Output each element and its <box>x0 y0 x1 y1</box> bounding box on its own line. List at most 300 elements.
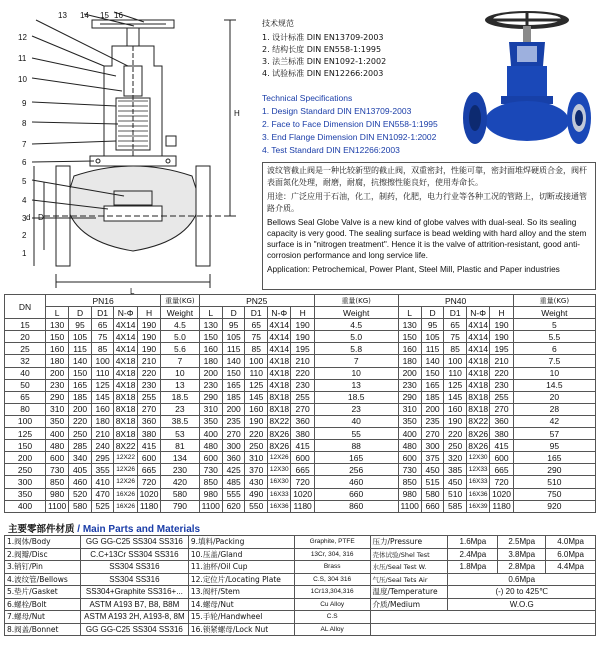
table-cell: 65 <box>245 319 268 331</box>
table-cell: 730 <box>46 464 69 476</box>
callout-7: 7 <box>22 140 27 149</box>
table-row <box>5 343 596 355</box>
table-cell: 16X30 <box>268 476 291 488</box>
table-cell: 160 <box>91 403 114 415</box>
separator: / <box>225 574 228 584</box>
table-cell: 310 <box>398 403 421 415</box>
table-cell: 20 <box>513 391 595 403</box>
table-cell: 515 <box>421 476 444 488</box>
part-name-en: Lock Nut <box>235 624 269 634</box>
table-cell: 7 <box>161 355 199 367</box>
sub-header-col: D <box>222 307 245 319</box>
table-cell: 230 <box>398 379 421 391</box>
table-cell: 100 <box>245 355 268 367</box>
table-cell: 160 <box>46 343 69 355</box>
parts-row <box>5 586 596 599</box>
table-cell: 255 <box>291 391 314 403</box>
sub-header-weight: Weight <box>161 307 199 319</box>
table-cell: 4X14 <box>269 343 290 354</box>
dn-cell: 200 <box>5 452 46 464</box>
valve-product-photo <box>457 6 597 156</box>
dn-cell: 400 <box>5 500 46 512</box>
table-cell: 53 <box>161 428 199 440</box>
specs-english <box>262 92 462 157</box>
table-cell: 8X22 <box>269 416 290 427</box>
table-row <box>5 379 596 391</box>
table-cell: 4X18 <box>468 356 489 367</box>
table-cell: 550 <box>245 500 268 512</box>
table-cell: 380 <box>291 428 314 440</box>
separator: / <box>217 587 221 597</box>
specs-en-title: Technical Specifications <box>262 93 353 103</box>
table-cell: 210 <box>137 355 160 367</box>
table-cell: 460 <box>314 476 398 488</box>
table-cell: 180 <box>398 355 421 367</box>
table-cell: 185 <box>69 391 92 403</box>
table-cell: 355 <box>91 464 114 476</box>
table-cell: 110 <box>91 367 114 379</box>
table-cell: 190 <box>490 331 513 343</box>
callout-11: 11 <box>18 54 27 63</box>
dn-cell: 250 <box>5 464 46 476</box>
table-cell: 190 <box>291 319 314 331</box>
sub-header-col: D1 <box>91 307 114 319</box>
temperature-label: 温度/Temperature <box>370 586 448 599</box>
table-cell: 600 <box>199 452 222 464</box>
table-row <box>5 488 596 500</box>
dim-label-H: H <box>234 109 240 118</box>
table-cell: 185 <box>222 391 245 403</box>
table-cell: 115 <box>421 343 444 355</box>
part-material-left: GG GG-C25 SS304 SS316 <box>80 536 188 549</box>
table-cell: 8X18 <box>269 404 290 415</box>
table-cell: 150 <box>69 367 92 379</box>
table-cell: 190 <box>291 331 314 343</box>
callout-14: 14 <box>80 11 89 20</box>
table-cell: 400 <box>398 428 421 440</box>
table-cell: 600 <box>490 452 513 464</box>
table-cell: 5.0 <box>314 331 398 343</box>
part-name-mid <box>188 586 294 599</box>
part-name-en: Disc <box>31 549 48 559</box>
table-cell: 16X36 <box>268 500 291 512</box>
table-cell: 600 <box>398 452 421 464</box>
table-cell: 134 <box>161 452 199 464</box>
text: 16. <box>190 624 203 634</box>
table-cell: 150 <box>199 331 222 343</box>
table-cell: 200 <box>398 367 421 379</box>
table-cell: 16X33 <box>268 488 291 500</box>
table-cell: 145 <box>245 391 268 403</box>
sub-header-col: H <box>137 307 160 319</box>
table-cell: 300 <box>421 440 444 452</box>
part-name-en: Gasket <box>31 587 58 597</box>
part-material-left: ASTM A193 2H, A193-8, 8M <box>80 611 188 624</box>
table-row <box>5 500 596 512</box>
table-cell: 660 <box>421 500 444 512</box>
sub-header-col: L <box>199 307 222 319</box>
table-cell: 1180 <box>137 500 160 512</box>
part-name-en: Packing <box>215 537 245 547</box>
table-cell: 8X18 <box>468 392 489 403</box>
table-cell: 195 <box>291 343 314 355</box>
part-material-mid: AL Alloy <box>294 623 370 636</box>
table-cell: 860 <box>314 500 398 512</box>
text: 13. <box>190 587 203 597</box>
part-material-left: SS304 SS316 <box>80 561 188 574</box>
table-cell: 200 <box>199 367 222 379</box>
table-cell: 415 <box>137 440 160 452</box>
table-cell: 310 <box>199 403 222 415</box>
table-cell: 380 <box>490 428 513 440</box>
table-cell: 8X18 <box>115 392 136 403</box>
table-cell: 400 <box>199 428 222 440</box>
table-cell: 980 <box>199 488 222 500</box>
table-cell: 270 <box>421 428 444 440</box>
part-material-mid: 13Cr, 304, 316 <box>294 548 370 561</box>
dn-cell: 125 <box>5 428 46 440</box>
table-cell: 375 <box>421 452 444 464</box>
table-cell: 16X26 <box>114 488 137 500</box>
table-cell: 14.5 <box>513 379 595 391</box>
table-cell: 12X30 <box>466 452 489 464</box>
callout-4: 4 <box>22 196 27 205</box>
table-cell: 12X26 <box>268 452 291 464</box>
parts-title-en: / Main Parts and Materials <box>77 524 201 535</box>
table-cell: 10 <box>314 367 398 379</box>
sub-header-col: N-Φ <box>466 307 489 319</box>
pressure-value: 2.5Mpa <box>498 536 546 549</box>
table-cell: 150 <box>46 331 69 343</box>
table-cell: 585 <box>444 500 467 512</box>
part-name-mid <box>188 561 294 574</box>
table-cell: 370 <box>245 464 268 476</box>
part-name-left <box>5 611 81 624</box>
table-cell: 40 <box>314 415 398 427</box>
part-name-mid <box>188 623 294 636</box>
table-cell: 270 <box>137 403 160 415</box>
callout-13: 13 <box>58 11 67 20</box>
dn-cell: 100 <box>5 415 46 427</box>
table-cell: 95 <box>69 319 92 331</box>
table-cell: 8X22 <box>115 440 136 451</box>
table-cell: 200 <box>69 403 92 415</box>
text: 垫片 <box>14 587 30 597</box>
table-cell: 1100 <box>46 500 69 512</box>
table-cell: 5.6 <box>161 343 199 355</box>
parts-row <box>5 536 596 549</box>
text: 阀瓣 <box>14 549 30 559</box>
table-cell: 130 <box>199 319 222 331</box>
table-cell: 160 <box>245 403 268 415</box>
table-cell: 665 <box>291 464 314 476</box>
table-cell: 720 <box>490 476 513 488</box>
table-row <box>5 391 596 403</box>
table-cell: 6 <box>513 343 595 355</box>
temperature-value: (-) 20 to 425℃ <box>448 586 596 599</box>
table-cell: 1020 <box>137 488 160 500</box>
dn-cell: 32 <box>5 355 46 367</box>
specs-cn-title: 技术规范 <box>262 19 294 28</box>
table-cell: 600 <box>137 452 160 464</box>
table-cell: 100 <box>444 355 467 367</box>
text: 螺栓 <box>14 599 30 609</box>
sub-header-col: L <box>46 307 69 319</box>
table-cell: 295 <box>91 452 114 464</box>
table-cell: 8X18 <box>269 392 290 403</box>
dn-header: DN <box>5 295 46 319</box>
table-cell: 490 <box>245 488 268 500</box>
table-cell: 450 <box>444 476 467 488</box>
sub-header-weight: Weight <box>314 307 398 319</box>
table-cell: 510 <box>444 488 467 500</box>
table-cell: 190 <box>444 415 467 427</box>
separator: / <box>29 537 32 547</box>
specs-en-item: 2. Face to Face Dimension DIN EN558-1:1995 <box>262 119 438 129</box>
table-cell: 580 <box>69 500 92 512</box>
table-cell: 165 <box>421 379 444 391</box>
table-cell: 525 <box>91 500 114 512</box>
dim-label-d: d <box>26 213 31 222</box>
text: 9. <box>190 537 199 547</box>
table-cell: 360 <box>291 415 314 427</box>
separator: / <box>29 587 32 597</box>
part-name-en: Bolt <box>31 599 47 609</box>
part-material-left: SS304+Graphite SS316+... <box>80 586 188 599</box>
table-cell: 485 <box>222 476 245 488</box>
parts-row <box>5 573 596 586</box>
table-cell: 220 <box>444 428 467 440</box>
separator: / <box>29 562 32 572</box>
table-cell: 85 <box>444 343 467 355</box>
table-cell: 4X14 <box>468 343 489 354</box>
table-cell: 230 <box>199 379 222 391</box>
text: 定位片 <box>202 574 226 584</box>
medium-label: 介质/Medium <box>370 598 448 611</box>
table-cell: 13 <box>161 379 199 391</box>
text: 14. <box>190 599 203 609</box>
table-cell: 730 <box>199 464 222 476</box>
table-cell: 750 <box>513 488 595 500</box>
table-cell: 28 <box>513 403 595 415</box>
table-cell: 16X33 <box>466 476 489 488</box>
dn-cell: 15 <box>5 319 46 331</box>
dn-cell: 50 <box>5 379 46 391</box>
table-cell: 75 <box>444 331 467 343</box>
text: 3. <box>7 562 15 572</box>
table-cell: 235 <box>222 415 245 427</box>
specs-cn-item: 1. 设计标准 DIN EN13709-2003 <box>262 33 384 42</box>
table-cell: 250 <box>444 440 467 452</box>
table-cell: 415 <box>291 440 314 452</box>
parts-row <box>5 623 596 636</box>
text: 7. <box>7 612 15 622</box>
sub-header-col: D <box>421 307 444 319</box>
table-cell: 850 <box>46 476 69 488</box>
dn-cell: 40 <box>5 367 46 379</box>
separator: / <box>213 537 216 547</box>
dimension-table <box>4 294 596 513</box>
table-cell: 790 <box>161 500 199 512</box>
text: 8. <box>7 624 15 634</box>
table-cell: 210 <box>490 355 513 367</box>
table-cell: 190 <box>245 415 268 427</box>
table-cell: 180 <box>46 355 69 367</box>
table-cell: 7 <box>314 355 398 367</box>
text: 12. <box>190 574 203 584</box>
part-material-mid: Graphite, PTFE <box>294 536 370 549</box>
table-cell: 125 <box>444 379 467 391</box>
table-cell: 42 <box>513 415 595 427</box>
table-cell: 12X22 <box>114 452 137 464</box>
table-cell: 190 <box>137 319 160 331</box>
callout-2: 2 <box>22 231 27 240</box>
text: 压盖 <box>202 549 218 559</box>
parts-title <box>8 521 200 535</box>
text: 11. <box>190 562 203 572</box>
part-name-en: Bellows <box>39 574 68 584</box>
table-cell: 5.5 <box>513 331 595 343</box>
sub-header-col: H <box>291 307 314 319</box>
table-cell: 480 <box>398 440 421 452</box>
table-cell: 12X26 <box>114 464 137 476</box>
part-material-left: C.C+13Cr SS304 SS316 <box>80 548 188 561</box>
table-cell: 95 <box>421 319 444 331</box>
table-cell: 665 <box>137 464 160 476</box>
table-cell: 420 <box>161 476 199 488</box>
separator: / <box>217 549 221 559</box>
pressure-value: 4.0Mpa <box>546 536 596 549</box>
table-cell: 555 <box>222 488 245 500</box>
table-cell: 160 <box>199 343 222 355</box>
table-cell: 720 <box>137 476 160 488</box>
table-cell: 405 <box>69 464 92 476</box>
group-header-pn25: PN25 <box>199 295 314 307</box>
text: 6. <box>7 599 15 609</box>
table-cell: 4X14 <box>468 319 489 330</box>
table-cell: 256 <box>314 464 398 476</box>
seal-test-label: 水压/Seal Test W. <box>370 561 448 574</box>
table-cell: 480 <box>46 440 69 452</box>
part-name-left <box>5 548 81 561</box>
sub-header-col: N-Φ <box>114 307 137 319</box>
parts-title-cn: 主要零部件材质 <box>8 524 75 535</box>
callout-15: 15 <box>100 11 109 20</box>
dim-table-group-row <box>5 295 596 307</box>
part-name-mid <box>188 573 294 586</box>
table-row <box>5 452 596 464</box>
table-cell: 300 <box>222 440 245 452</box>
callout-5: 5 <box>22 177 27 186</box>
sub-header-col: D1 <box>245 307 268 319</box>
separator: / <box>29 612 32 622</box>
table-cell: 235 <box>421 415 444 427</box>
dn-cell: 350 <box>5 488 46 500</box>
weight-header: 重量(KG) <box>314 295 398 307</box>
table-cell: 115 <box>222 343 245 355</box>
shell-test-value: 3.8Mpa <box>498 548 546 561</box>
description-box <box>262 162 596 290</box>
table-cell: 150 <box>398 331 421 343</box>
callout-16: 16 <box>114 11 123 20</box>
text: 5. <box>7 587 15 597</box>
shell-test-value: 2.4Mpa <box>448 548 498 561</box>
separator: / <box>217 562 221 572</box>
text: 油杯 <box>202 562 218 572</box>
table-cell: 230 <box>490 379 513 391</box>
table-cell: 23 <box>314 403 398 415</box>
specs-en-item: 3. End Flange Dimension DIN EN1092-1:2002 <box>262 132 437 142</box>
table-cell: 75 <box>245 331 268 343</box>
table-cell: 350 <box>46 415 69 427</box>
table-cell: 290 <box>398 391 421 403</box>
part-name-en: Oil Cup <box>220 562 248 572</box>
table-cell: 12X26 <box>114 476 137 488</box>
callout-1: 1 <box>22 249 27 258</box>
table-cell: 105 <box>69 331 92 343</box>
sub-header-col: H <box>490 307 513 319</box>
table-cell: 220 <box>490 367 513 379</box>
table-cell: 140 <box>222 355 245 367</box>
table-cell: 105 <box>222 331 245 343</box>
description-cn-2: 用途：广泛应用于石油，化工，制药，化肥，电力行业等各种工况的管路上，切断或接通管路介质。 <box>267 192 587 213</box>
table-cell: 660 <box>314 488 398 500</box>
table-cell: 8X18 <box>468 404 489 415</box>
table-row <box>5 440 596 452</box>
table-cell: 55 <box>314 428 398 440</box>
table-cell: 8X26 <box>269 428 290 439</box>
weight-header: 重量(KG) <box>513 295 595 307</box>
table-cell: 8X22 <box>468 416 489 427</box>
table-cell: 180 <box>91 415 114 427</box>
table-cell: 270 <box>222 428 245 440</box>
table-cell: 95 <box>222 319 245 331</box>
parts-row <box>5 598 596 611</box>
table-cell: 4.5 <box>314 319 398 331</box>
table-cell: 160 <box>398 343 421 355</box>
table-cell: 580 <box>161 488 199 500</box>
text: 10. <box>190 549 203 559</box>
description-en-2: Application: Petrochemical, Power Plant, Steel Mill, Plastic and Paper industries <box>267 264 560 274</box>
table-cell: 380 <box>137 428 160 440</box>
separator: / <box>232 624 236 634</box>
text: 销钉 <box>14 562 30 572</box>
text: 阀杆 <box>202 587 218 597</box>
shell-test-label: 壳体试验/Shel Test <box>370 548 448 561</box>
text: 螺母 <box>202 599 218 609</box>
table-cell: 270 <box>291 403 314 415</box>
separator: / <box>217 599 221 609</box>
callout-3: 3 <box>22 214 27 223</box>
part-name-mid <box>188 598 294 611</box>
part-name-en: Locating Plate <box>227 574 281 584</box>
table-cell: 1100 <box>199 500 222 512</box>
separator: / <box>29 549 32 559</box>
table-cell: 4X14 <box>269 319 290 330</box>
table-cell: 23 <box>161 403 199 415</box>
separator: / <box>36 574 40 584</box>
table-cell: 360 <box>137 415 160 427</box>
specs-en-item: 1. Design Standard DIN EN13709-2003 <box>262 106 412 116</box>
table-cell: 105 <box>421 331 444 343</box>
part-name-left <box>5 598 81 611</box>
table-cell: 220 <box>137 367 160 379</box>
table-cell: 850 <box>398 476 421 488</box>
text: 4. <box>7 574 15 584</box>
table-cell: 38.5 <box>161 415 199 427</box>
table-cell: 8X26 <box>468 428 489 439</box>
table-cell: 165 <box>513 452 595 464</box>
